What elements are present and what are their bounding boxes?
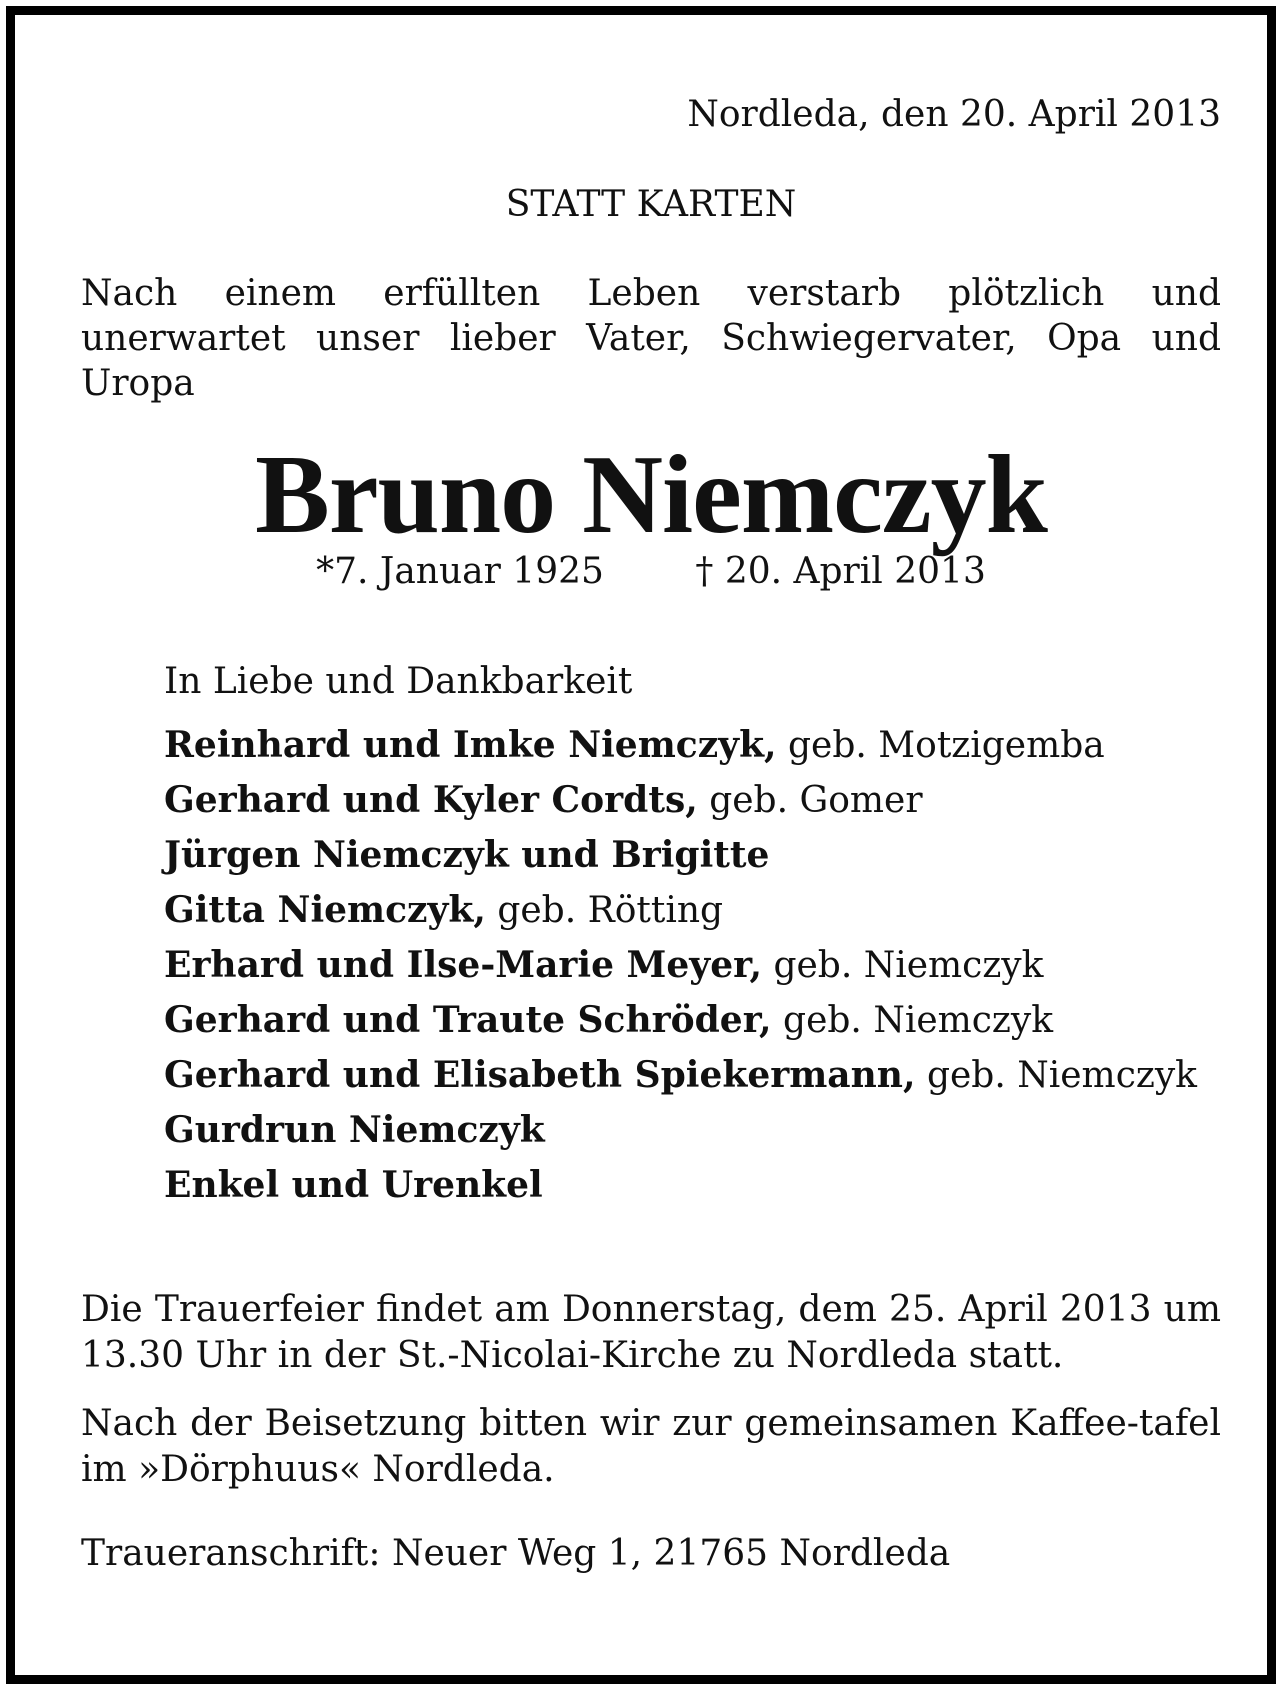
mourner-line xyxy=(164,993,1221,1048)
mourner-name: Reinhard und Imke Niemczyk, xyxy=(164,724,777,766)
obituary-content xyxy=(81,93,1221,1577)
dateline: Nordleda, den 20. April 2013 xyxy=(687,94,1221,135)
mourner-maiden: geb. Gomer xyxy=(709,780,923,821)
intro-text: Nach einem erfüllten Leben verstarb plötzlich und unerwartet unser lieber Vater, Schwiegervater, Opa und Uropa xyxy=(81,273,1221,404)
mourner-name: Enkel und Urenkel xyxy=(164,1164,543,1206)
mourner-line xyxy=(164,773,1221,828)
mourning-address: Traueranschrift: Neuer Weg 1, 21765 Nordleda xyxy=(81,1533,951,1574)
mourner-maiden: geb. Niemczyk xyxy=(926,1055,1197,1096)
life-dates xyxy=(81,550,1221,594)
statt-karten-heading: STATT KARTEN xyxy=(505,184,797,225)
ceremony-text: Die Trauerfeier findet am Donnerstag, dem 25. April 2013 um 13.30 Uhr in der St.-Nicolai-Kirche zu Nordleda statt. xyxy=(81,1289,1221,1376)
mourner-line xyxy=(164,1103,1221,1158)
mourner-line xyxy=(164,938,1221,993)
mourners-block xyxy=(164,660,1221,1213)
mourner-name: Gurdrun Niemczyk xyxy=(164,1109,545,1151)
obituary-frame xyxy=(6,6,1276,1684)
mourner-name: Gerhard und Traute Schröder, xyxy=(164,999,772,1041)
mourner-name: Gerhard und Elisabeth Spiekermann, xyxy=(164,1054,916,1096)
mourner-maiden: geb. Niemczyk xyxy=(773,945,1044,986)
death-date: † 20. April 2013 xyxy=(695,551,986,592)
mourner-name: Jürgen Niemczyk und Brigitte xyxy=(164,834,770,876)
deceased-name: Bruno Niemczyk xyxy=(255,433,1047,557)
mourner-maiden: geb. Rötting xyxy=(497,890,724,931)
love-line: In Liebe und Dankbarkeit xyxy=(164,661,633,702)
mourner-line xyxy=(164,828,1221,883)
mourner-name: Gerhard und Kyler Cordts, xyxy=(164,779,698,821)
mourner-name: Gitta Niemczyk, xyxy=(164,889,486,931)
mourner-maiden: geb. Niemczyk xyxy=(783,1000,1054,1041)
mourner-line xyxy=(164,718,1221,773)
mourner-line xyxy=(164,883,1221,938)
birth-date: *7. Januar 1925 xyxy=(316,551,604,592)
mourner-line xyxy=(164,1048,1221,1103)
mourner-maiden: geb. Motzigemba xyxy=(788,725,1105,766)
mourner-line xyxy=(164,1158,1221,1213)
coffee-text: Nach der Beisetzung bitten wir zur gemeinsamen Kaffee-tafel im »Dörphuus« Nordleda. xyxy=(81,1403,1221,1490)
mourner-name: Erhard und Ilse-Marie Meyer, xyxy=(164,944,762,986)
